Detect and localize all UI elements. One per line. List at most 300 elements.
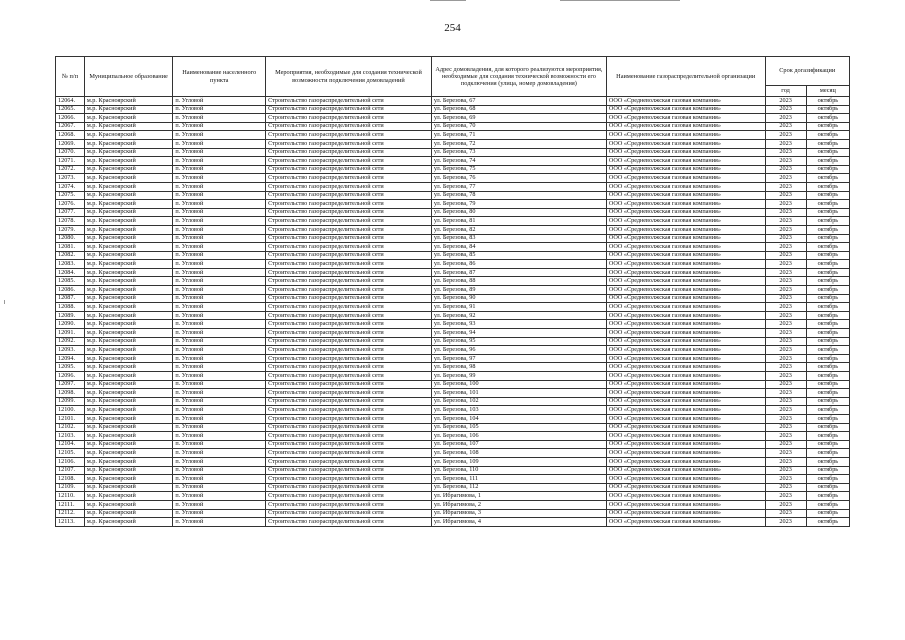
row-year: 2023 (765, 406, 806, 415)
row-municipality: м.р. Красноярский (84, 157, 173, 166)
row-measure: Строительство газораспределительной сети (266, 380, 432, 389)
row-measure: Строительство газораспределительной сети (266, 268, 432, 277)
row-address: ул. Березова, 85 (431, 251, 606, 260)
row-month: октябрь (806, 414, 849, 423)
table-row (56, 234, 850, 243)
row-municipality: м.р. Красноярский (84, 303, 173, 312)
scan-mark (430, 0, 466, 1)
row-address: ул. Березова, 86 (431, 260, 606, 269)
row-organization: ООО «Средневолжская газовая компания» (606, 114, 765, 123)
row-address: ул. Березова, 69 (431, 114, 606, 123)
table-row (56, 363, 850, 372)
row-measure: Строительство газораспределительной сети (266, 423, 432, 432)
row-settlement: п. Угловой (173, 380, 266, 389)
row-month: октябрь (806, 432, 849, 441)
row-municipality: м.р. Красноярский (84, 475, 173, 484)
row-measure: Строительство газораспределительной сети (266, 346, 432, 355)
row-year: 2023 (765, 346, 806, 355)
row-month: октябрь (806, 500, 849, 509)
row-measure: Строительство газораспределительной сети (266, 277, 432, 286)
row-year: 2023 (765, 131, 806, 140)
row-municipality: м.р. Красноярский (84, 457, 173, 466)
row-year: 2023 (765, 475, 806, 484)
row-organization: ООО «Средневолжская газовая компания» (606, 466, 765, 475)
row-address: ул. Березова, 109 (431, 457, 606, 466)
row-address: ул. Березова, 68 (431, 105, 606, 114)
row-measure: Строительство газораспределительной сети (266, 500, 432, 509)
row-address: ул. Березова, 104 (431, 414, 606, 423)
row-organization: ООО «Средневолжская газовая компания» (606, 148, 765, 157)
row-year: 2023 (765, 354, 806, 363)
row-municipality: м.р. Красноярский (84, 277, 173, 286)
row-address: ул. Березова, 110 (431, 466, 606, 475)
row-municipality: м.р. Красноярский (84, 363, 173, 372)
row-num: 12090. (56, 320, 85, 329)
header-deadline: Срок догазификации (765, 57, 850, 86)
row-address: ул. Березова, 102 (431, 397, 606, 406)
row-organization: ООО «Средневолжская газовая компания» (606, 346, 765, 355)
row-address: ул. Березова, 97 (431, 354, 606, 363)
table-row (56, 114, 850, 123)
row-measure: Строительство газораспределительной сети (266, 389, 432, 398)
row-year: 2023 (765, 268, 806, 277)
row-num: 12064. (56, 97, 85, 106)
row-month: октябрь (806, 268, 849, 277)
row-municipality: м.р. Красноярский (84, 432, 173, 441)
table-row (56, 440, 850, 449)
row-organization: ООО «Средневолжская газовая компания» (606, 303, 765, 312)
row-settlement: п. Угловой (173, 311, 266, 320)
row-organization: ООО «Средневолжская газовая компания» (606, 397, 765, 406)
table-row (56, 337, 850, 346)
row-municipality: м.р. Красноярский (84, 234, 173, 243)
row-year: 2023 (765, 225, 806, 234)
row-month: октябрь (806, 97, 849, 106)
row-municipality: м.р. Красноярский (84, 509, 173, 518)
row-measure: Строительство газораспределительной сети (266, 243, 432, 252)
row-measure: Строительство газораспределительной сети (266, 475, 432, 484)
row-month: октябрь (806, 475, 849, 484)
row-settlement: п. Угловой (173, 414, 266, 423)
row-measure: Строительство газораспределительной сети (266, 449, 432, 458)
row-num: 12092. (56, 337, 85, 346)
row-municipality: м.р. Красноярский (84, 217, 173, 226)
row-num: 12082. (56, 251, 85, 260)
row-municipality: м.р. Красноярский (84, 449, 173, 458)
header-month: месяц (806, 86, 849, 97)
row-year: 2023 (765, 303, 806, 312)
row-address: ул. Березова, 103 (431, 406, 606, 415)
row-year: 2023 (765, 200, 806, 209)
row-year: 2023 (765, 466, 806, 475)
row-settlement: п. Угловой (173, 449, 266, 458)
row-year: 2023 (765, 182, 806, 191)
row-num: 12070. (56, 148, 85, 157)
row-address: ул. Березова, 112 (431, 483, 606, 492)
row-measure: Строительство газораспределительной сети (266, 131, 432, 140)
row-year: 2023 (765, 518, 806, 527)
row-address: ул. Березова, 88 (431, 277, 606, 286)
table-row (56, 139, 850, 148)
row-organization: ООО «Средневолжская газовая компания» (606, 363, 765, 372)
table-row (56, 329, 850, 338)
table-row (56, 200, 850, 209)
table-row (56, 97, 850, 106)
row-organization: ООО «Средневолжская газовая компания» (606, 492, 765, 501)
row-municipality: м.р. Красноярский (84, 483, 173, 492)
row-address: ул. Ибрагимова, 3 (431, 509, 606, 518)
row-organization: ООО «Средневолжская газовая компания» (606, 200, 765, 209)
table-row (56, 165, 850, 174)
row-month: октябрь (806, 329, 849, 338)
row-address: ул. Березова, 95 (431, 337, 606, 346)
table-row (56, 157, 850, 166)
row-month: октябрь (806, 165, 849, 174)
row-organization: ООО «Средневолжская газовая компания» (606, 329, 765, 338)
row-measure: Строительство газораспределительной сети (266, 337, 432, 346)
row-measure: Строительство газораспределительной сети (266, 114, 432, 123)
row-municipality: м.р. Красноярский (84, 251, 173, 260)
row-num: 12089. (56, 311, 85, 320)
row-year: 2023 (765, 320, 806, 329)
row-measure: Строительство газораспределительной сети (266, 294, 432, 303)
row-measure: Строительство газораспределительной сети (266, 260, 432, 269)
row-num: 12112. (56, 509, 85, 518)
row-measure: Строительство газораспределительной сети (266, 182, 432, 191)
table-row (56, 251, 850, 260)
row-year: 2023 (765, 337, 806, 346)
row-municipality: м.р. Красноярский (84, 294, 173, 303)
row-month: октябрь (806, 440, 849, 449)
row-measure: Строительство газораспределительной сети (266, 432, 432, 441)
table-row (56, 466, 850, 475)
row-measure: Строительство газораспределительной сети (266, 200, 432, 209)
row-municipality: м.р. Красноярский (84, 148, 173, 157)
row-num: 12103. (56, 432, 85, 441)
row-address: ул. Березова, 105 (431, 423, 606, 432)
row-year: 2023 (765, 432, 806, 441)
row-num: 12105. (56, 449, 85, 458)
row-municipality: м.р. Красноярский (84, 500, 173, 509)
row-measure: Строительство газораспределительной сети (266, 225, 432, 234)
row-municipality: м.р. Красноярский (84, 122, 173, 131)
row-settlement: п. Угловой (173, 208, 266, 217)
row-year: 2023 (765, 114, 806, 123)
row-month: октябрь (806, 200, 849, 209)
row-month: октябрь (806, 509, 849, 518)
row-year: 2023 (765, 457, 806, 466)
row-organization: ООО «Средневолжская газовая компания» (606, 217, 765, 226)
row-num: 12106. (56, 457, 85, 466)
row-settlement: п. Угловой (173, 440, 266, 449)
table-row (56, 217, 850, 226)
row-num: 12075. (56, 191, 85, 200)
row-address: ул. Березова, 72 (431, 139, 606, 148)
row-year: 2023 (765, 414, 806, 423)
row-organization: ООО «Средневолжская газовая компания» (606, 483, 765, 492)
row-municipality: м.р. Красноярский (84, 268, 173, 277)
row-municipality: м.р. Красноярский (84, 380, 173, 389)
row-month: октябрь (806, 225, 849, 234)
row-num: 12091. (56, 329, 85, 338)
row-settlement: п. Угловой (173, 131, 266, 140)
row-month: октябрь (806, 234, 849, 243)
row-municipality: м.р. Красноярский (84, 406, 173, 415)
row-municipality: м.р. Красноярский (84, 466, 173, 475)
row-settlement: п. Угловой (173, 148, 266, 157)
table-row (56, 260, 850, 269)
row-measure: Строительство газораспределительной сети (266, 363, 432, 372)
row-settlement: п. Угловой (173, 483, 266, 492)
row-measure: Строительство газораспределительной сети (266, 414, 432, 423)
row-organization: ООО «Средневолжская газовая компания» (606, 389, 765, 398)
row-num: 12080. (56, 234, 85, 243)
row-num: 12081. (56, 243, 85, 252)
row-organization: ООО «Средневолжская газовая компания» (606, 243, 765, 252)
row-organization: ООО «Средневолжская газовая компания» (606, 518, 765, 527)
row-month: октябрь (806, 208, 849, 217)
row-organization: ООО «Средневолжская газовая компания» (606, 337, 765, 346)
row-num: 12104. (56, 440, 85, 449)
gasification-table (55, 56, 850, 527)
row-num: 12079. (56, 225, 85, 234)
row-municipality: м.р. Красноярский (84, 208, 173, 217)
table-row (56, 105, 850, 114)
row-month: октябрь (806, 148, 849, 157)
row-month: октябрь (806, 277, 849, 286)
row-month: октябрь (806, 346, 849, 355)
row-measure: Строительство газораспределительной сети (266, 329, 432, 338)
row-num: 12111. (56, 500, 85, 509)
row-settlement: п. Угловой (173, 139, 266, 148)
row-settlement: п. Угловой (173, 346, 266, 355)
row-month: октябрь (806, 157, 849, 166)
row-measure: Строительство газораспределительной сети (266, 105, 432, 114)
row-month: октябрь (806, 131, 849, 140)
row-year: 2023 (765, 251, 806, 260)
table-row (56, 182, 850, 191)
row-measure: Строительство газораспределительной сети (266, 208, 432, 217)
row-num: 12073. (56, 174, 85, 183)
table-row (56, 380, 850, 389)
row-month: октябрь (806, 483, 849, 492)
row-measure: Строительство газораспределительной сети (266, 97, 432, 106)
row-num: 12085. (56, 277, 85, 286)
row-settlement: п. Угловой (173, 303, 266, 312)
row-measure: Строительство газораспределительной сети (266, 440, 432, 449)
row-organization: ООО «Средневолжская газовая компания» (606, 165, 765, 174)
row-organization: ООО «Средневолжская газовая компания» (606, 251, 765, 260)
row-measure: Строительство газораспределительной сети (266, 457, 432, 466)
row-organization: ООО «Средневолжская газовая компания» (606, 380, 765, 389)
row-month: октябрь (806, 423, 849, 432)
row-year: 2023 (765, 363, 806, 372)
table-row (56, 131, 850, 140)
row-municipality: м.р. Красноярский (84, 311, 173, 320)
row-municipality: м.р. Красноярский (84, 320, 173, 329)
table-row (56, 492, 850, 501)
scan-mark (4, 300, 5, 304)
row-address: ул. Березова, 108 (431, 449, 606, 458)
row-settlement: п. Угловой (173, 329, 266, 338)
row-measure: Строительство газораспределительной сети (266, 165, 432, 174)
row-measure: Строительство газораспределительной сети (266, 217, 432, 226)
row-year: 2023 (765, 105, 806, 114)
row-organization: ООО «Средневолжская газовая компания» (606, 208, 765, 217)
row-month: октябрь (806, 294, 849, 303)
row-measure: Строительство газораспределительной сети (266, 466, 432, 475)
row-address: ул. Березова, 106 (431, 432, 606, 441)
row-settlement: п. Угловой (173, 277, 266, 286)
table-row (56, 191, 850, 200)
row-address: ул. Ибрагимова, 1 (431, 492, 606, 501)
row-year: 2023 (765, 372, 806, 381)
row-settlement: п. Угловой (173, 97, 266, 106)
row-num: 12100. (56, 406, 85, 415)
row-num: 12113. (56, 518, 85, 527)
row-num: 12065. (56, 105, 85, 114)
row-year: 2023 (765, 243, 806, 252)
row-year: 2023 (765, 260, 806, 269)
row-settlement: п. Угловой (173, 423, 266, 432)
row-organization: ООО «Средневолжская газовая компания» (606, 105, 765, 114)
row-address: ул. Березова, 92 (431, 311, 606, 320)
row-municipality: м.р. Красноярский (84, 329, 173, 338)
row-measure: Строительство газораспределительной сети (266, 251, 432, 260)
row-municipality: м.р. Красноярский (84, 243, 173, 252)
row-year: 2023 (765, 294, 806, 303)
row-year: 2023 (765, 234, 806, 243)
row-num: 12110. (56, 492, 85, 501)
row-year: 2023 (765, 509, 806, 518)
row-measure: Строительство газораспределительной сети (266, 139, 432, 148)
row-settlement: п. Угловой (173, 406, 266, 415)
table-row (56, 311, 850, 320)
table-row (56, 457, 850, 466)
row-municipality: м.р. Красноярский (84, 174, 173, 183)
row-measure: Строительство газораспределительной сети (266, 122, 432, 131)
row-num: 12096. (56, 372, 85, 381)
row-settlement: п. Угловой (173, 320, 266, 329)
row-num: 12098. (56, 389, 85, 398)
row-num: 12078. (56, 217, 85, 226)
row-organization: ООО «Средневолжская газовая компания» (606, 449, 765, 458)
row-num: 12086. (56, 286, 85, 295)
table-row (56, 406, 850, 415)
row-num: 12101. (56, 414, 85, 423)
row-settlement: п. Угловой (173, 251, 266, 260)
row-organization: ООО «Средневолжская газовая компания» (606, 311, 765, 320)
row-municipality: м.р. Красноярский (84, 389, 173, 398)
row-settlement: п. Угловой (173, 500, 266, 509)
row-settlement: п. Угловой (173, 363, 266, 372)
row-measure: Строительство газораспределительной сети (266, 311, 432, 320)
row-address: ул. Березова, 101 (431, 389, 606, 398)
row-municipality: м.р. Красноярский (84, 423, 173, 432)
table-row (56, 475, 850, 484)
row-month: октябрь (806, 114, 849, 123)
row-num: 12069. (56, 139, 85, 148)
row-settlement: п. Угловой (173, 157, 266, 166)
row-month: октябрь (806, 174, 849, 183)
row-num: 12093. (56, 346, 85, 355)
header-settlement: Наименование населенного пункта (173, 57, 266, 97)
table-row (56, 500, 850, 509)
row-settlement: п. Угловой (173, 165, 266, 174)
row-year: 2023 (765, 277, 806, 286)
row-month: октябрь (806, 457, 849, 466)
header-municipality: Муниципальное образование (84, 57, 173, 97)
row-month: октябрь (806, 397, 849, 406)
row-address: ул. Березова, 70 (431, 122, 606, 131)
table-row (56, 294, 850, 303)
row-month: октябрь (806, 260, 849, 269)
row-organization: ООО «Средневолжская газовая компания» (606, 97, 765, 106)
row-municipality: м.р. Красноярский (84, 97, 173, 106)
row-month: октябрь (806, 372, 849, 381)
row-settlement: п. Угловой (173, 191, 266, 200)
row-month: октябрь (806, 191, 849, 200)
row-year: 2023 (765, 165, 806, 174)
row-month: октябрь (806, 243, 849, 252)
table-row (56, 346, 850, 355)
row-municipality: м.р. Красноярский (84, 191, 173, 200)
table-row (56, 432, 850, 441)
row-month: октябрь (806, 449, 849, 458)
row-year: 2023 (765, 311, 806, 320)
row-month: октябрь (806, 354, 849, 363)
table-row (56, 483, 850, 492)
row-municipality: м.р. Красноярский (84, 414, 173, 423)
row-year: 2023 (765, 397, 806, 406)
row-year: 2023 (765, 449, 806, 458)
scan-mark (560, 0, 680, 1)
row-organization: ООО «Средневолжская газовая компания» (606, 500, 765, 509)
table-row (56, 268, 850, 277)
row-measure: Строительство газораспределительной сети (266, 518, 432, 527)
row-organization: ООО «Средневолжская газовая компания» (606, 157, 765, 166)
row-address: ул. Березова, 90 (431, 294, 606, 303)
table-row (56, 518, 850, 527)
row-organization: ООО «Средневолжская газовая компания» (606, 457, 765, 466)
row-municipality: м.р. Красноярский (84, 131, 173, 140)
row-year: 2023 (765, 208, 806, 217)
row-address: ул. Березова, 100 (431, 380, 606, 389)
row-num: 12067. (56, 122, 85, 131)
header-num: № п/п (56, 57, 85, 97)
row-num: 12072. (56, 165, 85, 174)
row-month: октябрь (806, 492, 849, 501)
row-municipality: м.р. Красноярский (84, 105, 173, 114)
row-measure: Строительство газораспределительной сети (266, 191, 432, 200)
row-settlement: п. Угловой (173, 354, 266, 363)
row-measure: Строительство газораспределительной сети (266, 492, 432, 501)
table-row (56, 320, 850, 329)
row-organization: ООО «Средневолжская газовая компания» (606, 277, 765, 286)
row-month: октябрь (806, 363, 849, 372)
row-address: ул. Березова, 89 (431, 286, 606, 295)
row-num: 12088. (56, 303, 85, 312)
table-row (56, 243, 850, 252)
row-address: ул. Березова, 80 (431, 208, 606, 217)
row-address: ул. Березова, 87 (431, 268, 606, 277)
table-row (56, 277, 850, 286)
row-organization: ООО «Средневолжская газовая компания» (606, 372, 765, 381)
row-num: 12107. (56, 466, 85, 475)
row-municipality: м.р. Красноярский (84, 139, 173, 148)
row-measure: Строительство газораспределительной сети (266, 320, 432, 329)
table-row (56, 423, 850, 432)
